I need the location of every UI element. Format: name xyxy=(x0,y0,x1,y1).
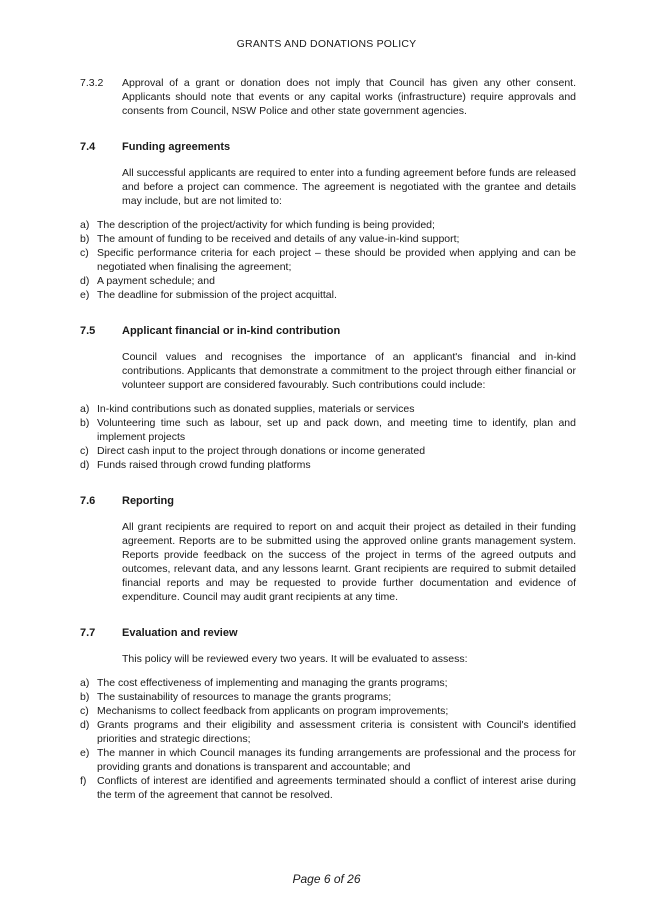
list-item xyxy=(80,416,576,444)
list-item-text: The deadline for submission of the project acquittal. xyxy=(97,289,337,301)
section-title: Applicant financial or in-kind contribution xyxy=(122,325,341,337)
section-list xyxy=(80,676,576,802)
list-item-label: d) xyxy=(80,459,90,471)
clause-number: 7.3.2 xyxy=(80,77,104,89)
page-number: Page 6 of 26 xyxy=(292,872,361,886)
section-heading xyxy=(80,324,576,338)
list-item xyxy=(80,676,576,690)
section-title: Evaluation and review xyxy=(122,627,238,639)
list-item-text: A payment schedule; and xyxy=(97,275,215,287)
section-heading xyxy=(80,626,576,640)
section-paragraph: All successful applicants are required to enter into a funding agreement before funds are released and before a project can commence. The agreement is negotiated with the grantee and details may include, but are not limited to: xyxy=(122,167,576,207)
clause-text: Approval of a grant or donation does not imply that Council has given any other consent. Applicants should note that events or any capital works (infrastructure) require approvals and consents from Council, NSW Police and other state government agencies. xyxy=(122,77,576,117)
list-item xyxy=(80,288,576,302)
list-item-label: e) xyxy=(80,747,90,759)
list-item-label: f) xyxy=(80,775,87,787)
list-item-text: The description of the project/activity for which funding is being provided; xyxy=(97,219,435,231)
list-item-text: Mechanisms to collect feedback from applicants on program improvements; xyxy=(97,705,449,717)
section-7-7 xyxy=(80,626,576,802)
document-title: GRANTS AND DONATIONS POLICY xyxy=(236,38,417,50)
sections-container xyxy=(80,140,576,802)
section-paragraph: This policy will be reviewed every two years. It will be evaluated to assess: xyxy=(122,653,468,665)
list-item-label: a) xyxy=(80,403,90,415)
list-item-label: c) xyxy=(80,445,89,457)
list-item-label: c) xyxy=(80,705,89,717)
list-item-text: Specific performance criteria for each project – these should be provided when applying and can be negotiated when finalising the agreement; xyxy=(97,247,576,273)
list-item xyxy=(80,746,576,774)
list-item-label: d) xyxy=(80,719,90,731)
section-heading xyxy=(80,494,576,508)
list-item xyxy=(80,274,576,288)
section-7-4 xyxy=(80,140,576,302)
list-item xyxy=(80,246,576,274)
list-item xyxy=(80,444,576,458)
section-list xyxy=(80,402,576,472)
document-body xyxy=(80,76,576,802)
list-item xyxy=(80,218,576,232)
list-item-label: b) xyxy=(80,417,90,429)
list-item xyxy=(80,690,576,704)
list-item-label: c) xyxy=(80,247,89,259)
list-item xyxy=(80,458,576,472)
section-7-6 xyxy=(80,494,576,604)
section-number: 7.5 xyxy=(80,325,96,337)
section-heading xyxy=(80,140,576,154)
list-item-label: e) xyxy=(80,289,90,301)
list-item-text: Conflicts of interest are identified and agreements terminated should a conflict of interest arise during the term of the agreement that cannot be resolved. xyxy=(97,775,576,801)
list-item-text: In-kind contributions such as donated supplies, materials or services xyxy=(97,403,415,415)
list-item-text: The cost effectiveness of implementing and managing the grants programs; xyxy=(97,677,448,689)
section-number: 7.7 xyxy=(80,627,96,639)
list-item xyxy=(80,704,576,718)
clause-7-3-2 xyxy=(80,76,576,118)
list-item xyxy=(80,718,576,746)
section-7-5 xyxy=(80,324,576,472)
list-item-text: Grants programs and their eligibility and assessment criteria is consistent with Council's identified priorities and strategic directions; xyxy=(97,719,576,745)
list-item-text: The amount of funding to be received and details of any value-in-kind support; xyxy=(97,233,460,245)
list-item-label: b) xyxy=(80,691,90,703)
list-item xyxy=(80,774,576,802)
section-title: Funding agreements xyxy=(122,141,231,153)
list-item xyxy=(80,232,576,246)
section-number: 7.4 xyxy=(80,141,96,153)
section-paragraph: All grant recipients are required to report on and acquit their project as detailed in their funding agreement. Reports are to be submitted using the approved online grants management system. Reports provide feedback on the success of the project in terms of the agreed outputs and outcomes, relevant data, and any lessons learnt. Grant recipients are required to submit detailed financial reports and may be requested to provide further documentation and evidence of expenditure. Council may audit grant recipients at any time. xyxy=(122,521,576,603)
list-item xyxy=(80,402,576,416)
section-paragraph: Council values and recognises the importance of an applicant's financial and in-kind contributions. Applicants that demonstrate a commitment to the project through either financial or volunteer support are considered favourably. Such contributions could include: xyxy=(122,351,576,391)
list-item-label: b) xyxy=(80,233,90,245)
list-item-label: a) xyxy=(80,677,90,689)
list-item-label: d) xyxy=(80,275,90,287)
list-item-text: The manner in which Council manages its funding arrangements are professional and the process for providing grants and donations is transparent and accountable; and xyxy=(97,747,576,773)
list-item-text: Direct cash input to the project through donations or income generated xyxy=(97,445,426,457)
section-number: 7.6 xyxy=(80,495,96,507)
list-item-text: The sustainability of resources to manage the grants programs; xyxy=(97,691,392,703)
list-item-text: Volunteering time such as labour, set up and pack down, and meeting time to identify, plan and implement projects xyxy=(97,417,576,443)
section-title: Reporting xyxy=(122,495,174,507)
section-list xyxy=(80,218,576,302)
list-item-label: a) xyxy=(80,219,90,231)
list-item-text: Funds raised through crowd funding platforms xyxy=(97,459,311,471)
